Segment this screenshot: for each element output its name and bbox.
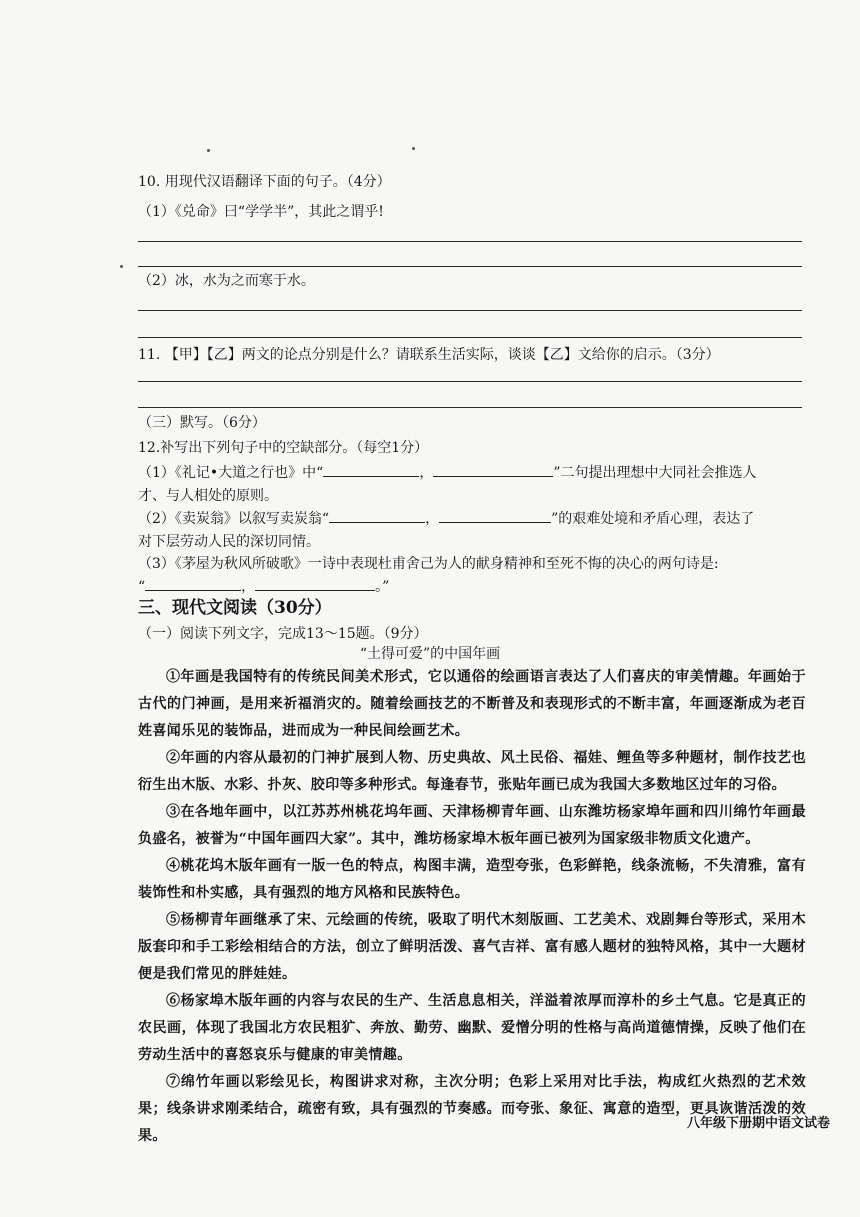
article-paragraph: ④桃花坞木版年画有一版一色的特点，构图丰满，造型夸张，色彩鲜艳，线条流畅，不失清雅，富有装饰性和朴实感，具有强烈的地方风格和民族特色。: [138, 858, 806, 901]
answer-line: [138, 337, 802, 338]
q10-sentence-2: （2）冰，水为之而寒于水。: [138, 273, 315, 289]
q12-item-2-prefix: （2）《卖炭翁》以叙写卖炭翁“: [138, 511, 330, 527]
scan-speck: [412, 147, 415, 150]
q12-item-2-cont: 对下层劳动人民的深切同情。: [138, 534, 320, 550]
page-footer: 八年级下册期中语文试卷: [686, 1116, 830, 1131]
q12-item-1-cont: 才、与人相处的原则。: [138, 488, 278, 504]
scan-speck: [207, 149, 210, 152]
fill-blank[interactable]: [329, 508, 425, 523]
fill-blank[interactable]: [255, 576, 375, 591]
answer-line: [138, 310, 802, 311]
q12-item-3: （3）《茅屋为秋风所破歌》一诗中表现杜甫舍己为人的献身精神和至死不悔的决心的两句诗是:: [138, 556, 719, 572]
scan-speck: [120, 265, 123, 268]
punct: ，: [425, 511, 440, 527]
punct: ，: [241, 579, 256, 595]
article-body: [138, 664, 806, 1150]
q12-item-1: [138, 462, 757, 483]
q12-item-1-suffix: ”二句提出理想中大同社会推选人: [553, 465, 757, 481]
dictation-heading: （三）默写。（6分）: [138, 415, 266, 431]
fill-blank[interactable]: [323, 462, 419, 477]
article-paragraph: ⑥杨家埠木版年画的内容与农民的生产、生活息息相关，洋溢着浓厚而淳朴的乡土气息。它是真正的农民画，体现了我国北方农民粗犷、奔放、勤劳、幽默、爱憎分明的性格与高尚道德情操，反映了他们在劳动生活中的喜怒哀乐与健康的审美情趣。: [138, 993, 806, 1063]
section-heading: 三、现代文阅读（30分）: [138, 598, 332, 618]
q12-item-3-blanks: [138, 576, 389, 597]
answer-line: [138, 381, 802, 382]
q12-stem: 12.补写出下列句子中的空缺部分。（每空1分）: [138, 440, 429, 456]
article-title: “土得可爱”的中国年画: [359, 646, 501, 662]
article-paragraph: ①年画是我国特有的传统民间美术形式，它以通俗的绘画语言表达了人们喜庆的审美情趣。年画始于古代的门神画，是用来祈福消灾的。随着绘画技艺的不断普及和表现形式的不断丰富，年画逐渐成为老百姓喜闻乐见的装饰品，进而成为一种民间绘画艺术。: [138, 669, 806, 739]
q12-item-2: [138, 508, 754, 529]
punct: 。”: [375, 579, 390, 595]
answer-line: [138, 407, 802, 408]
punct: ，: [419, 465, 434, 481]
answer-line: [138, 241, 802, 242]
q10-stem: 10. 用现代汉语翻译下面的句子。（4分）: [138, 174, 391, 190]
q11-stem: 11. 【甲】【乙】两文的论点分别是什么？请联系生活实际，谈谈【乙】文给你的启示。（3分）: [138, 347, 720, 363]
answer-line: [138, 266, 802, 267]
article-paragraph: ⑦绵竹年画以彩绘见长，构图讲求对称，主次分明；色彩上采用对比手法，构成红火热烈的艺术效果；线条讲求刚柔结合，疏密有致，具有强烈的节奏感。而夸张、象征、寓意的造型，更具诙谐活泼的效果。: [138, 1074, 806, 1144]
q10-sentence-1: （1）《兑命》曰“学学半”，其此之谓乎!: [138, 204, 384, 220]
article-paragraph: ⑤杨柳青年画继承了宋、元绘画的传统，吸取了明代木刻版画、工艺美术、戏剧舞台等形式，采用木版套印和手工彩绘相结合的方法，创立了鲜明活泼、喜气吉祥、富有感人题材的独特风格，其中一大题材便是我们常见的胖娃娃。: [138, 912, 806, 982]
punct: “: [138, 579, 146, 595]
fill-blank[interactable]: [439, 508, 551, 523]
reading-instruction: （一）阅读下列文字，完成13～15题。（9分）: [138, 626, 428, 642]
fill-blank[interactable]: [433, 462, 553, 477]
article-paragraph: ②年画的内容从最初的门神扩展到人物、历史典故、风土民俗、福娃、鲤鱼等多种题材，制作技艺也衍生出木版、水彩、扑灰、胶印等多种形式。每逢春节，张贴年画已成为我国大多数地区过年的习俗。: [138, 750, 806, 793]
q12-item-1-prefix: （1）《礼记•大道之行也》中“: [138, 465, 324, 481]
q12-item-2-suffix: ”的艰难处境和矛盾心理，表达了: [551, 511, 755, 527]
fill-blank[interactable]: [145, 576, 241, 591]
article-paragraph: ③在各地年画中，以江苏苏州桃花坞年画、天津杨柳青年画、山东潍坊杨家埠年画和四川绵竹年画最负盛名，被誉为“中国年画四大家”。其中，潍坊杨家埠木板年画已被列为国家级非物质文化遗产。: [138, 804, 806, 847]
